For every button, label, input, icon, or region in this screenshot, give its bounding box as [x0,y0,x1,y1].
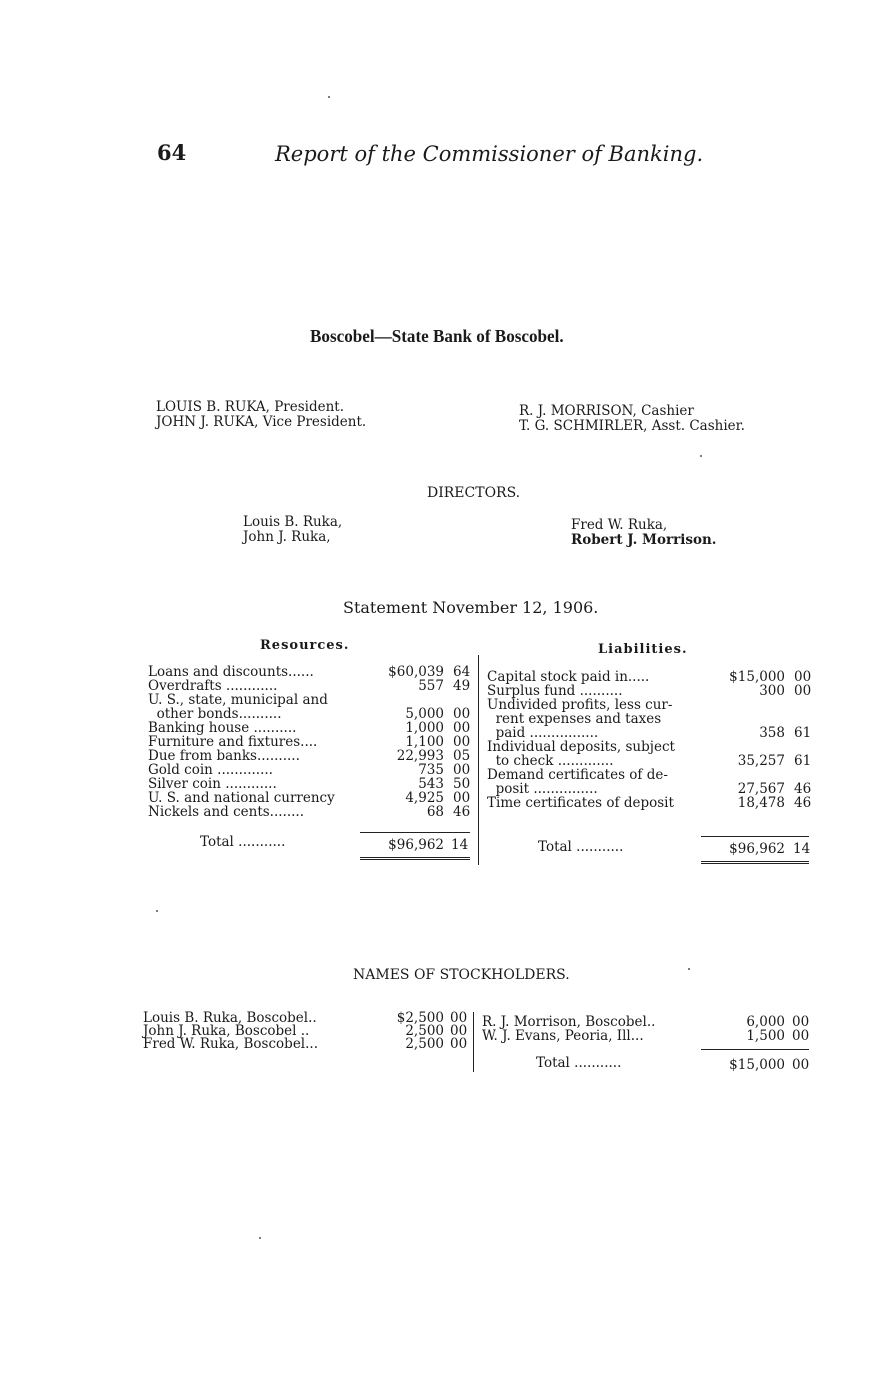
director: Robert J. Morrison. [571,532,717,548]
officer-president: LOUIS B. RUKA, President. [156,399,345,415]
liability-label: to check ............. [487,753,614,769]
liability-label: paid ................ [487,725,599,741]
resource-dollars: 1,100 [405,734,444,750]
resource-dollars: 1,000 [405,720,444,736]
scan-speck [700,455,702,457]
liabilities-total-dollars: $96,962 [729,841,785,857]
stockholder-name: R. J. Morrison, Boscobel.. [482,1014,656,1030]
liability-label: Surplus fund .......... [487,683,623,699]
resource-label: Gold coin ............. [148,762,273,778]
statement-title: Statement November 12, 1906. [343,598,599,617]
scan-speck [156,910,158,912]
scan-speck [328,96,330,98]
stockholder-cents: 00 [792,1014,810,1030]
resource-cents: 05 [453,748,471,764]
stockholders-total-dollars: $15,000 [729,1057,785,1073]
resources-total-label: Total ........... [200,834,286,850]
stockholder-dollars: 2,500 [405,1036,444,1052]
column-divider [478,655,479,865]
officer-vice-president: JOHN J. RUKA, Vice President. [156,414,367,430]
resource-dollars: $60,039 [388,664,444,680]
stockholders-heading: NAMES OF STOCKHOLDERS. [353,967,570,983]
resource-label: Furniture and fixtures.... [148,734,318,750]
resource-label: other bonds.......... [148,706,282,722]
resource-label: Banking house .......... [148,720,297,736]
resource-cents: 64 [453,664,471,680]
liability-cents: 00 [794,683,812,699]
resource-dollars: 68 [426,804,444,820]
resource-cents: 46 [453,804,471,820]
liability-cents: 61 [794,725,812,741]
stockholder-cents: 00 [792,1028,810,1044]
bank-title: Boscobel—State Bank of Boscobel. [310,326,564,346]
resource-label: Nickels and cents........ [148,804,305,820]
liability-cents: 61 [794,753,812,769]
liability-cents: 46 [794,795,812,811]
resource-cents: 00 [453,720,471,736]
liability-cents: 00 [794,669,812,685]
liability-label: Capital stock paid in..... [487,669,650,685]
resource-label: Loans and discounts...... [148,664,314,680]
liabilities-heading: Liabilities. [598,642,688,657]
liability-dollars: $15,000 [729,669,785,685]
director: John J. Ruka, [243,529,331,545]
resource-dollars: 543 [418,776,444,792]
liability-dollars: 18,478 [737,795,785,811]
resource-dollars: 5,000 [405,706,444,722]
directors-left [243,515,342,545]
liabilities-total-label: Total ........... [538,839,624,855]
stockholder-cents: 00 [450,1036,468,1052]
officers-left [156,400,366,430]
director: Louis B. Ruka, [243,514,343,530]
resource-label: Due from banks.......... [148,748,300,764]
stockholder-dollars: 1,500 [746,1028,785,1044]
stockholder-dollars: 6,000 [746,1014,785,1030]
liabilities-total-double-rule [701,861,809,864]
stockholders-total-label: Total ........... [536,1055,622,1071]
resource-dollars: 4,925 [405,790,444,806]
stockholders-divider [473,1012,474,1072]
stockholder-name: John J. Ruka, Boscobel .. [143,1023,310,1039]
liability-label: rent expenses and taxes [487,711,662,727]
resource-label: Silver coin ............ [148,776,277,792]
resources-total-rule [360,832,470,833]
page-number: 64 [157,140,187,165]
stockholder-name: Fred W. Ruka, Boscobel... [143,1036,318,1052]
resource-cents: 00 [453,790,471,806]
resource-label: Overdrafts ............ [148,678,278,694]
liability-dollars: 358 [759,725,785,741]
stockholders-total-rule [701,1049,809,1050]
liability-label: Individual deposits, subject [487,739,675,755]
resource-cents: 00 [453,762,471,778]
resources-total-double-rule [360,857,470,860]
resource-cents: 50 [453,776,471,792]
resources-total-dollars: $96,962 [388,837,444,853]
liabilities-total-cents: 14 [793,841,811,857]
officers-right [519,404,745,434]
report-title: Report of the Commissioner of Banking. [275,142,704,166]
resources-heading: Resources. [260,638,350,653]
liability-dollars: 27,567 [737,781,785,797]
director: Fred W. Ruka, [571,517,668,533]
stockholders-total-cents: 00 [792,1057,810,1073]
resource-label: U. S., state, municipal and [148,692,328,708]
resource-dollars: 557 [418,678,444,694]
scan-speck [259,1237,261,1239]
liability-label: Time certificates of deposit [487,795,674,811]
resource-label: U. S. and national currency [148,790,335,806]
stockholder-name: W. J. Evans, Peoria, Ill... [482,1028,644,1044]
stockholder-dollars: 2,500 [405,1023,444,1039]
resources-total-cents: 14 [451,837,469,853]
liability-label: posit ............... [487,781,598,797]
liability-label: Demand certificates of de- [487,767,668,783]
liability-dollars: 35,257 [737,753,785,769]
officer-asst-cashier: T. G. SCHMIRLER, Asst. Cashier. [519,418,745,434]
officer-cashier: R. J. MORRISON, Cashier [519,403,694,419]
liabilities-total-rule [701,836,809,837]
resource-dollars: 22,993 [396,748,444,764]
resource-cents: 00 [453,706,471,722]
liability-dollars: 300 [759,683,785,699]
scan-speck [688,968,690,970]
stockholder-name: Louis B. Ruka, Boscobel.. [143,1010,317,1026]
stockholder-cents: 00 [450,1010,468,1026]
liability-cents: 46 [794,781,812,797]
directors-heading: DIRECTORS. [427,485,521,501]
stockholder-dollars: $2,500 [396,1010,444,1026]
resource-cents: 49 [453,678,471,694]
directors-right [571,518,716,548]
liability-label: Undivided profits, less cur- [487,697,673,713]
resource-cents: 00 [453,734,471,750]
stockholder-cents: 00 [450,1023,468,1039]
resource-dollars: 735 [418,762,444,778]
